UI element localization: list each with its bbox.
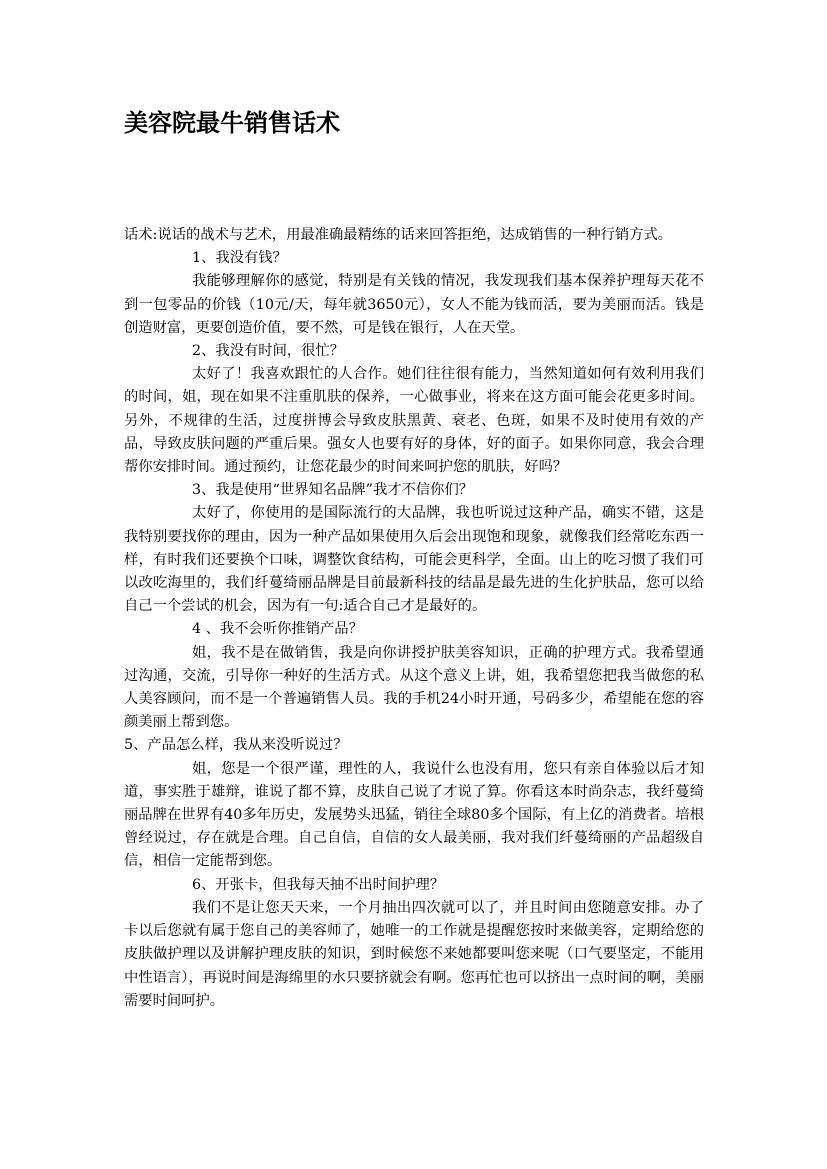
question-2-heading: 2、我没有时间，很忙？ — [192, 343, 345, 360]
answer-6-paragraph: 我们不是让您天天来，一个月抽出四次就可以了，并且时间由您随意安排。办了卡以后您就有属于您自己的美容师了，她唯一的工作就是提醒您按时来做美容，定期给您的皮肤做护理以及讲解护理皮肤的知识，到时候您不来她都要叫您来呢（口气要坚定，不能用中性语言），再说时间是海绵里的水只要挤就会有啊。您再忙也可以挤出一点时间的啊，美丽需要时间呵护。 — [124, 899, 704, 1009]
definition-paragraph: 话术:说话的战术与艺术，用最准确最精练的话来回答拒绝，达成销售的一种行销方式。 — [124, 227, 673, 243]
answer-2-paragraph: 太好了！我喜欢跟忙的人合作。她们往往很有能力，当然知道如何有效利用我们的时间，姐，现在如果不注重肌肤的保养，一心做事业，将来在这方面可能会花更多时间。另外，不规律的生活，过度拼博会导致皮肤黑黄、衰老、色斑，如果不及时使用有效的产品，导致皮肤问题的严重后果。强女人也要有好的身体，好的面子。如果你同意，我会合理帮你安排时间。通过预约，让您花最少的时间来呵护您的肌肤，好吗？ — [124, 366, 704, 476]
answer-1-paragraph: 我能够理解你的感觉，特别是有关钱的情况，我发现我们基本保养护理每天花不到一包零品的价钱（10元/天，每年就3650元），女人不能为钱而活，要为美丽而活。钱是创造财富，更要创造价值，要不然，可是钱在银行，人在天堂。 — [124, 273, 704, 336]
answer-3-paragraph: 太好了，你使用的是国际流行的大品牌，我也听说过这种产品，确实不错，这是我特别要找你的理由，因为一种产品如果使用久后会出现饱和现象，就像我们经常吃东西一样，有时我们还要换个口味，调整饮食结构，可能会更科学，全面。山上的吃习惯了我们可以改吃海里的，我们纤蔓绮丽品牌是目前最新科技的结晶是最先进的生化护肤品，您可以给自己一个尝试的机会，因为有一句:适合自己才是最好的。 — [124, 505, 704, 615]
document-body — [124, 224, 704, 1013]
answer-4-paragraph: 姐，我不是在做销售，我是向你讲授护肤美容知识，正确的护理方式。我希望通过沟通，交流，引导你一种好的生活方式。从这个意义上讲，姐，我希望您把我当做您的私人美容顾问，而不是一个普遍销售人员。我的手机24小时开通，号码多少，希望能在您的容颜美丽上帮到您。 — [124, 644, 704, 731]
question-6-heading: 6、开张卡，但我每天抽不出时间护理？ — [192, 876, 445, 893]
question-3-heading: 3、我是使用“世界知名品牌”我才不信你们？ — [192, 482, 474, 499]
question-4-heading: 4 、我不会听你推销产品？ — [192, 621, 363, 638]
answer-5-paragraph: 姐，您是一个很严谨，理性的人，我说什么也没有用，您只有亲自体验以后才知道，事实胜于雄辩，谁说了都不算，皮肤自己说了才说了算。你看这本时尚杂志，我纤蔓绮丽品牌在世界有40多年历史，发展势头迅猛，销往全球80多个国际，有上亿的消费者。培根曾经说过，存在就是合理。自己自信，自信的女人最美丽，我对我们纤蔓绮丽的产品超级自信，相信一定能帮到您。 — [124, 760, 704, 870]
question-5-heading: 5、产品怎么样，我从来没听说过？ — [124, 737, 348, 754]
question-1-heading: 1、我没有钱？ — [192, 250, 287, 267]
document-title: 美容院最牛销售话术 — [124, 108, 340, 137]
